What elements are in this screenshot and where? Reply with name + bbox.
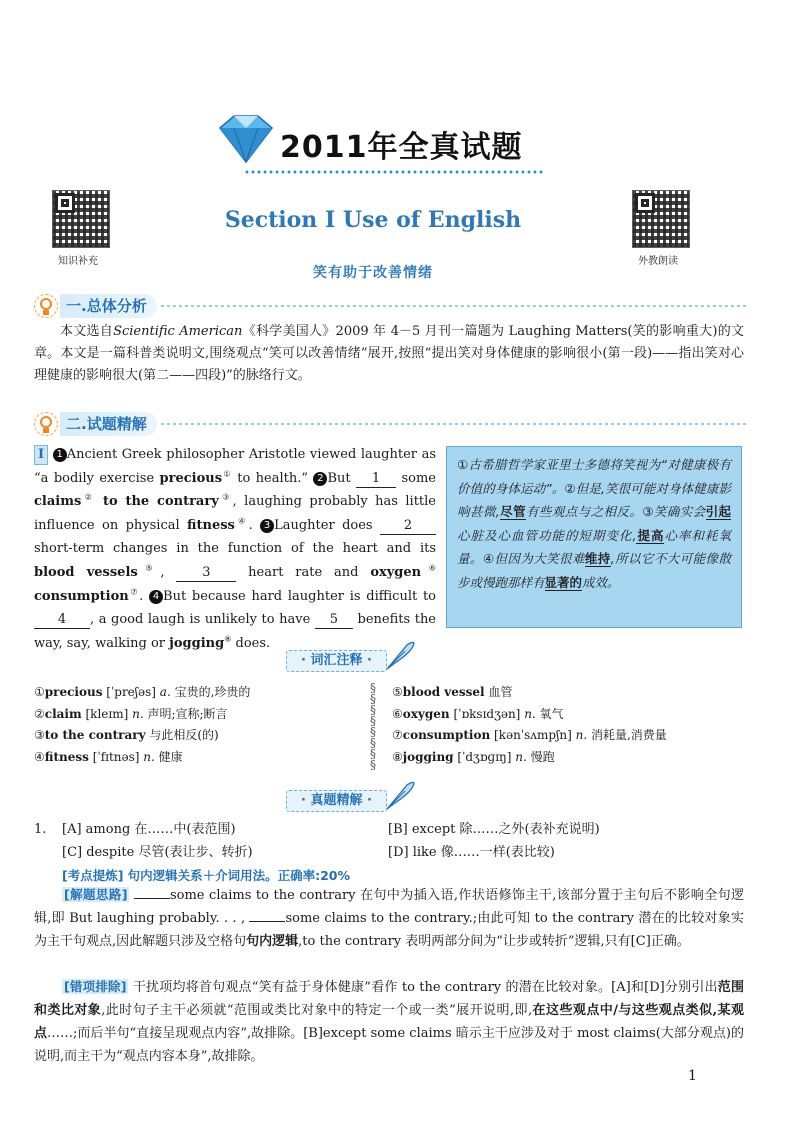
vocab-meaning: 氧气 bbox=[535, 706, 564, 721]
translation-text: 成效。 bbox=[582, 574, 620, 590]
sentence-number: 3 bbox=[260, 519, 274, 533]
sentence-number: 2 bbox=[313, 472, 327, 486]
blank-3[interactable]: 3 bbox=[176, 565, 236, 582]
vocab-pos: n. bbox=[132, 706, 144, 721]
vocab-phonetic: [kleɪm] bbox=[81, 706, 133, 721]
cuoxiang-emphasis: 范围和类比对象 bbox=[34, 980, 744, 1018]
vocab-phonetic: [ˈpreʃəs] bbox=[102, 685, 160, 699]
blank-4[interactable]: 4 bbox=[34, 612, 90, 629]
vocab-separator: § § § § § § § § bbox=[370, 681, 376, 772]
translation-keyword: 尽管 bbox=[499, 504, 526, 519]
translation-text: ①古希腊哲学家亚里士多德将笑视为“对健康极有价值的身体运动”。②但是,笑很可能对身体健康影响甚微, bbox=[457, 457, 731, 519]
vocab-phonetic: [ˈdʒɒɡɪŋ] bbox=[453, 749, 516, 764]
qr-right-caption: 外教朗读 bbox=[638, 256, 678, 267]
sentence-number: 4 bbox=[149, 590, 163, 604]
quill-pen-icon bbox=[383, 779, 417, 813]
cuoxiang-text: 干扰项均将首句观点“笑有益于身体健康”看作 to the contrary 的潜在比较对象。[A]和[D]分别引出 bbox=[132, 980, 718, 995]
vocab-term: to the contrary bbox=[44, 728, 146, 742]
passage-paragraph: Ⅰ 1 Ancient Greek philosopher Aristotle viewed laughter as “a bodily exercise precious① to health.” 2 But 1 some claims② to the contrary③, laughing probably has little influence on physical fitness④. 3 Laughter does 2 short-term changes in the function of the heart and its blood vessels⑤, 3 heart rate and oxygen⑥ consumption⑦. 4 But because hard laughter is difficult to 4 , a good laugh is unlikely to have 5 benefits the way, say, walking or jogging⑧ does. bbox=[34, 447, 437, 651]
section-title: Section Ⅰ Use of English bbox=[224, 207, 522, 233]
jieti-emphasis: 句内逻辑 bbox=[246, 934, 299, 949]
vocab-term: precious bbox=[44, 685, 103, 699]
vocab-word: precious bbox=[159, 470, 223, 486]
translation-keyword: 维持 bbox=[584, 551, 611, 566]
vocab-word: blood vessels bbox=[34, 564, 138, 580]
vocab-term: consumption bbox=[402, 728, 491, 742]
footnote-ref: ① bbox=[222, 469, 232, 479]
translation-keyword: 显著的 bbox=[544, 574, 583, 590]
footnote-ref: ⑧ bbox=[224, 634, 232, 644]
vocab-num: ⑧ bbox=[392, 749, 403, 764]
overview-paragraph bbox=[34, 321, 744, 387]
vocab-word: fitness bbox=[187, 517, 235, 533]
passage-text: to health.” bbox=[231, 470, 309, 486]
cuoxiang-text: ,此时句子主干必须就“范围或类比对象中的特定一个或一类”展开说明,即, bbox=[101, 1003, 533, 1018]
footnote-ref: ④ bbox=[234, 516, 249, 526]
passage-text: , a good laugh is unlikely to have bbox=[90, 612, 315, 628]
footnote-ref: ③ bbox=[218, 492, 233, 502]
vocab-word: oxygen bbox=[370, 564, 422, 580]
answer-blank bbox=[134, 887, 170, 899]
option-c[interactable]: [C] despite 尽管(表让步、转折) bbox=[62, 845, 253, 860]
kaodian-text: 句内逻辑关系＋介词用法。正确率:20% bbox=[127, 868, 350, 883]
answers-badge-label: · 真题精解 · bbox=[286, 790, 387, 812]
option-b[interactable]: [B] except 除……之外(表补充说明) bbox=[388, 822, 600, 837]
sentence-number: 1 bbox=[53, 448, 67, 462]
vocab-item bbox=[34, 725, 364, 747]
vocab-pos: n. bbox=[575, 728, 588, 742]
footnote-ref: ⑦ bbox=[128, 587, 140, 597]
overview-source: Scientific American bbox=[113, 324, 243, 339]
passage-text: short-term changes in the function of the heart and its bbox=[34, 541, 436, 557]
jieti-text: some claims to the contrary.;由此可知 to the contrary 潜在的比较对象实为主干句观点,因此解题只涉及空格句 bbox=[34, 911, 744, 949]
cuoxiang-emphasis: 在这些观点中/与这些观点类似,某观点 bbox=[34, 1003, 744, 1041]
passage-text: Ancient Greek philosopher Aristotle viewed laughter as “a bodily exercise bbox=[34, 447, 436, 486]
vocab-term: blood vessel bbox=[402, 685, 485, 699]
vocab-num: ⑥ bbox=[392, 706, 403, 721]
vocab-meaning: 声明;宣称;断言 bbox=[143, 706, 228, 721]
vocab-meaning: 消耗量,消费量 bbox=[587, 728, 667, 742]
lightbulb-icon bbox=[34, 294, 58, 318]
vocab-pos: n. bbox=[524, 706, 536, 721]
vocab-meaning: 慢跑 bbox=[526, 749, 555, 764]
translation-text: ,所以它不大可能像散步或慢跑那样有 bbox=[457, 551, 731, 590]
vocab-pos: n. bbox=[515, 749, 527, 764]
passage-text: But bbox=[327, 470, 357, 486]
footnote-ref: ② bbox=[81, 492, 96, 502]
detail-heading-label: 二.试题精解 bbox=[60, 412, 157, 436]
blank-5[interactable]: 5 bbox=[315, 612, 353, 629]
answers-badge bbox=[286, 789, 417, 813]
vocab-term: jogging bbox=[402, 749, 454, 764]
question-number: 1. bbox=[34, 822, 47, 837]
quill-pen-icon bbox=[383, 639, 417, 673]
vocab-num: ③ bbox=[34, 728, 45, 742]
article-subtitle: 笑有助于改善情绪 bbox=[313, 265, 433, 281]
vocab-pos: a. bbox=[159, 685, 171, 699]
vocab-word: consumption bbox=[34, 588, 129, 604]
jieti-tag: [解题思路] bbox=[64, 887, 128, 902]
vocab-item bbox=[34, 682, 364, 704]
page-number: 1 bbox=[688, 1068, 697, 1084]
vocab-term: fitness bbox=[44, 749, 89, 764]
option-d[interactable]: [D] like 像……一样(表比较) bbox=[388, 845, 555, 860]
translation-text: 心率和耗氧量。④但因为大笑很难 bbox=[457, 527, 731, 566]
detail-heading bbox=[34, 411, 746, 437]
overview-heading bbox=[34, 293, 746, 319]
lightbulb-icon bbox=[34, 412, 58, 436]
vocab-item bbox=[392, 747, 744, 769]
vocab-phonetic: [ˈfɪtnəs] bbox=[88, 749, 144, 764]
vocab-num: ⑤ bbox=[392, 685, 403, 699]
overview-text-2: 《科学美国人》2009 年 4－5 月刊一篇题为 Laughing Matters(笑的影响重大)的文章。本文是一篇科普类说明文,围绕观点“笑可以改善情绪”展开,按照“提出笑对身体健康的影响很小(第一段)——指出笑对心理健康的影响很大(第二——四段)”的脉络行文。 bbox=[34, 324, 744, 383]
diamond-gem-icon bbox=[212, 112, 278, 166]
vocab-meaning: 血管 bbox=[488, 685, 513, 699]
heading-rule bbox=[161, 423, 746, 425]
jieti-text: ,to the contrary 表明两部分间为“让步或转折”逻辑,只有[C]正确。 bbox=[298, 934, 690, 949]
translation-text: 有些观点与之相反。③笑确实会 bbox=[526, 504, 706, 519]
vocab-list-right bbox=[392, 682, 744, 768]
passage-text: heart rate and bbox=[236, 564, 371, 580]
cuoxiang-tag: [错项排除] bbox=[64, 979, 127, 994]
vocab-meaning: 与此相反(的) bbox=[149, 728, 219, 742]
vocab-item bbox=[392, 704, 744, 726]
footnote-ref: ⑥ bbox=[421, 563, 437, 573]
paragraph-number: Ⅰ bbox=[34, 445, 48, 465]
cuoxiang-text: ……;而后半句“直接呈现观点内容”,故排除。[B]except some claims 暗示主干应涉及对于 most claims(大部分观点)的说明,而主干为“观点内容本身”,故排除。 bbox=[34, 1026, 744, 1064]
vocab-term: oxygen bbox=[402, 706, 450, 721]
passage-text: some bbox=[396, 470, 436, 486]
page-title: 2011年全真试题 bbox=[280, 130, 523, 165]
translation-text: 心脏及心血管功能的短期变化, bbox=[457, 527, 637, 543]
jieti-text: some claims to the contrary 在句中为插入语,作状语修饰主干,该部分置于主句后不影响全句逻辑,即 But laughing probably. . . , bbox=[34, 888, 744, 926]
blank-2[interactable]: 2 bbox=[380, 518, 436, 535]
qr-left-caption: 知识补充 bbox=[58, 256, 98, 267]
vocab-item bbox=[392, 682, 744, 704]
vocab-badge bbox=[286, 649, 417, 673]
answer-blank bbox=[249, 910, 285, 922]
vocab-pos: n. bbox=[143, 749, 155, 764]
kaodian-tag: [考点提炼] bbox=[62, 868, 124, 883]
passage-text: , laughing probably has little influence on physical bbox=[34, 494, 437, 533]
vocab-word: claims bbox=[34, 494, 82, 510]
jieti-paragraph bbox=[34, 883, 744, 953]
cuoxiang-paragraph bbox=[34, 975, 744, 1068]
vocab-phonetic: [kənˈsʌmpʃn] bbox=[490, 728, 576, 742]
vocab-term: claim bbox=[44, 706, 82, 721]
option-a[interactable]: [A] among 在……中(表范围) bbox=[62, 822, 236, 837]
vocab-num: ⑦ bbox=[392, 728, 403, 742]
vocab-item bbox=[34, 704, 364, 726]
vocab-meaning: 健康 bbox=[154, 749, 183, 764]
blank-1[interactable]: 1 bbox=[356, 471, 396, 488]
vocab-item bbox=[392, 725, 744, 747]
overview-text-1: 本文选自 bbox=[60, 324, 114, 339]
footnote-ref: ⑤ bbox=[137, 563, 161, 573]
overview-heading-label: 一.总体分析 bbox=[60, 294, 157, 318]
title-dotted-rule bbox=[244, 170, 544, 174]
translation-keyword: 引起 bbox=[705, 504, 731, 519]
vocab-num: ① bbox=[34, 685, 45, 699]
vocab-num: ② bbox=[34, 706, 45, 721]
vocab-word: to the contrary bbox=[95, 494, 219, 510]
passage-text: Laughter does bbox=[274, 517, 380, 533]
vocab-badge-label: · 词汇注释 · bbox=[286, 650, 387, 672]
vocab-meaning: 宝贵的,珍贵的 bbox=[170, 685, 251, 699]
passage-text: But because hard laughter is difficult to bbox=[163, 588, 437, 604]
vocab-word: jogging bbox=[169, 635, 225, 651]
passage-text: does. bbox=[231, 635, 271, 651]
vocab-list-left bbox=[34, 682, 364, 768]
vocab-num: ④ bbox=[34, 749, 45, 764]
passage-text: benefits the way, say, walking or bbox=[34, 612, 437, 651]
heading-rule bbox=[161, 305, 746, 307]
vocab-item bbox=[34, 747, 364, 769]
translation-box bbox=[446, 446, 742, 628]
vocab-phonetic: [ˈɒksɪdʒən] bbox=[449, 706, 525, 721]
translation-keyword: 提高 bbox=[636, 527, 665, 543]
